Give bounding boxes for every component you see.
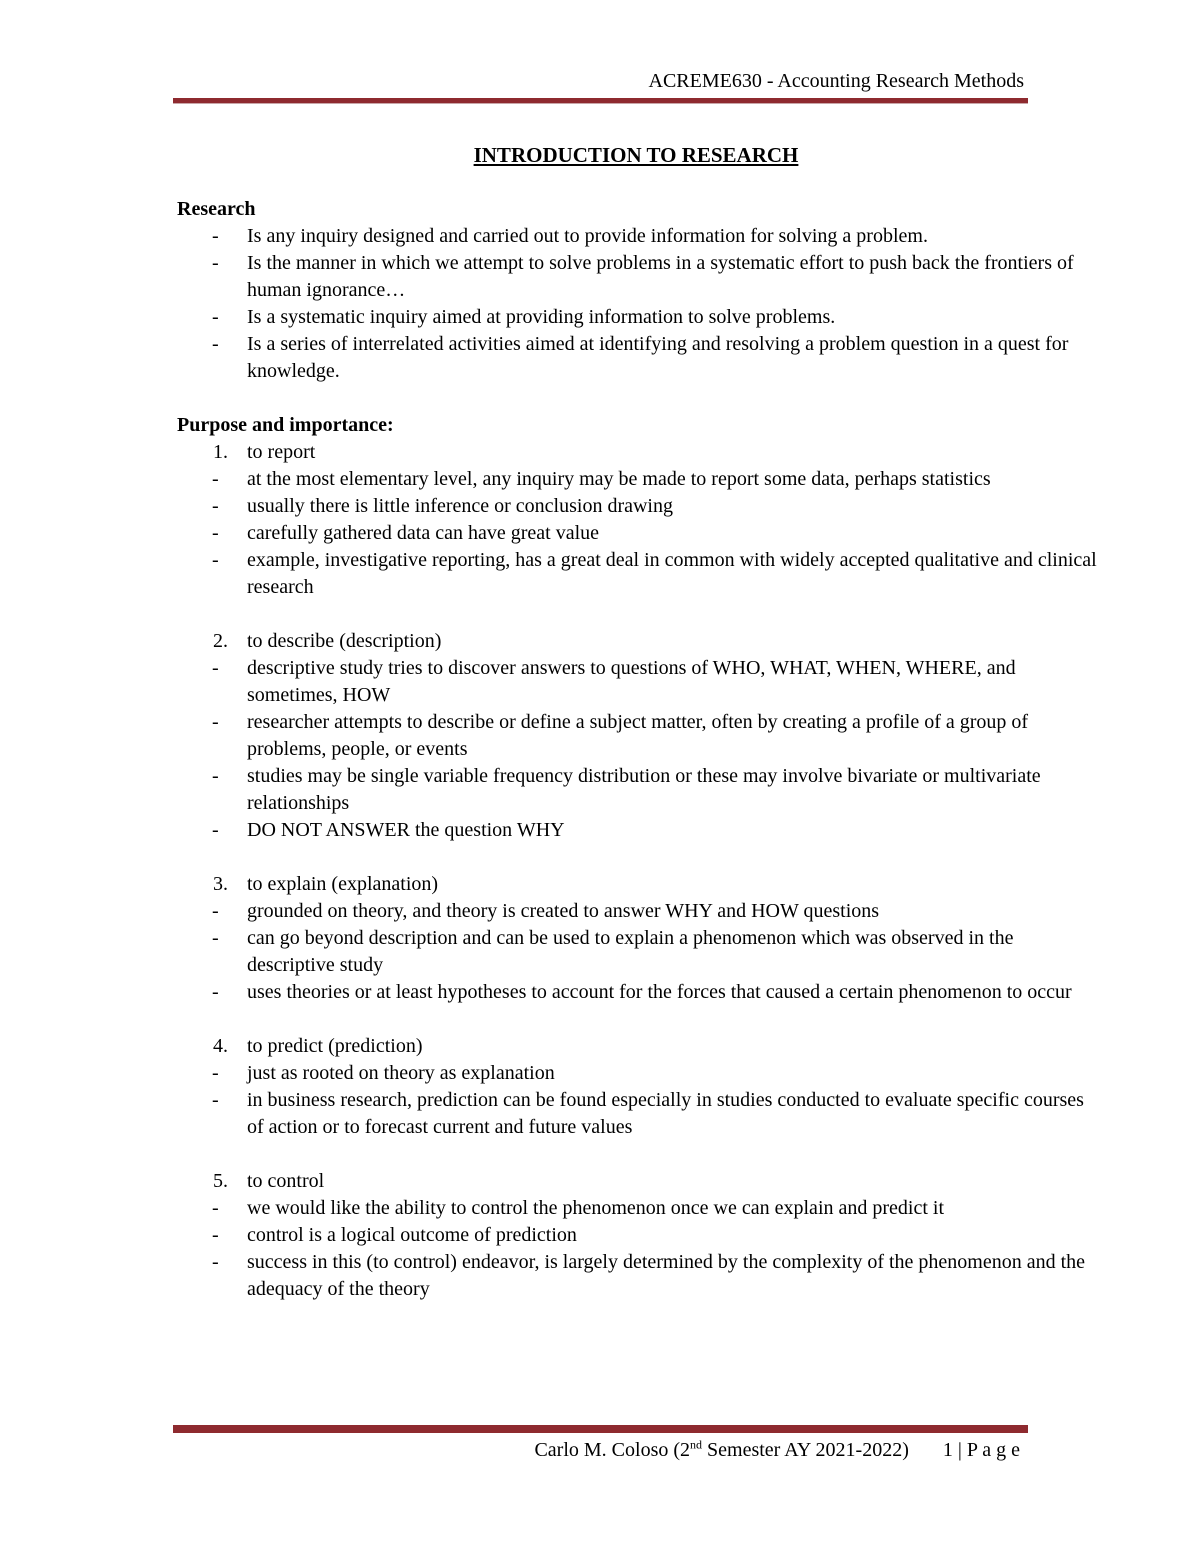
section-title: 1. to report: [213, 441, 316, 463]
list-item: - we would like the ability to control the phenomenon once we can explain and predict it: [177, 1195, 1097, 1222]
list-item: - Is any inquiry designed and carried out to provide information for solving a problem.: [177, 223, 1097, 250]
document-footer: [534, 1437, 1020, 1462]
list-item: - carefully gathered data can have great value: [177, 520, 1097, 547]
footer-rule: [173, 1425, 1028, 1433]
list-item: - in business research, prediction can be found especially in studies conducted to evaluate specific courses of action or to forecast current and future values: [212, 1089, 1084, 1138]
bullet-dash: -: [212, 495, 219, 517]
list-item: - uses theories or at least hypotheses to account for the forces that caused a certain phenomenon to occur: [177, 979, 1097, 1006]
list-item: - usually there is little inference or conclusion drawing: [177, 493, 1097, 520]
bullet-dash: -: [212, 1062, 219, 1084]
list-item: - Is a systematic inquiry aimed at providing information to solve problems.: [177, 304, 1097, 331]
list-item: - just as rooted on theory as explanation: [177, 1060, 1097, 1087]
bullet-dash: -: [212, 1224, 219, 1246]
list-item: - example, investigative reporting, has a great deal in common with widely accepted qualitative and clinical research: [212, 549, 1097, 598]
bullet-dash: -: [212, 468, 219, 490]
list-item: - Is a series of interrelated activities aimed at identifying and resolving a problem question in a quest for knowledge.: [212, 333, 1069, 382]
bullet-dash: -: [212, 1251, 219, 1273]
section-title: 2. to describe (description): [213, 630, 442, 652]
document-header: ACREME630 - Accounting Research Methods: [648, 70, 1024, 92]
bullet-dash: -: [212, 765, 219, 787]
list-item: - descriptive study tries to discover answers to questions of WHO, WHAT, WHEN, WHERE, and sometimes, HOW: [212, 657, 1016, 706]
bullet-dash: -: [212, 1197, 219, 1219]
list-item: - can go beyond description and can be used to explain a phenomenon which was observed in the descriptive study: [212, 927, 1014, 976]
bullet-dash: -: [212, 252, 219, 274]
bullet-dash: -: [212, 1089, 219, 1111]
list-item: - control is a logical outcome of prediction: [177, 1222, 1097, 1249]
research-heading: Research: [177, 198, 256, 220]
footer-author: Carlo M. Coloso (2nd Semester AY 2021-2022): [534, 1437, 909, 1461]
header-rule: [173, 98, 1028, 104]
list-item: - success in this (to control) endeavor, is largely determined by the complexity of the phenomenon and the adequacy of the theory: [212, 1251, 1086, 1300]
bullet-dash: -: [212, 225, 219, 247]
list-item: - DO NOT ANSWER the question WHY: [177, 817, 1097, 844]
section-title: 5. to control: [213, 1170, 325, 1192]
research-list: [177, 223, 1097, 385]
bullet-dash: -: [212, 981, 219, 1003]
bullet-dash: -: [212, 657, 219, 679]
section-title: 4. to predict (prediction): [213, 1035, 423, 1057]
bullet-dash: -: [212, 333, 219, 355]
list-item: - studies may be single variable frequency distribution or these may involve bivariate or multivariate relationships: [212, 765, 1041, 814]
bullet-dash: -: [212, 927, 219, 949]
list-item: - grounded on theory, and theory is created to answer WHY and HOW questions: [177, 898, 1097, 925]
bullet-dash: -: [212, 549, 219, 571]
bullet-dash: -: [212, 819, 219, 841]
bullet-dash: -: [212, 306, 219, 328]
document-body: [177, 196, 1097, 1303]
page-title: INTRODUCTION TO RESEARCH: [473, 143, 799, 167]
bullet-dash: -: [212, 900, 219, 922]
list-item: - at the most elementary level, any inquiry may be made to report some data, perhaps statistics: [177, 466, 1097, 493]
section-title: 3. to explain (explanation): [213, 873, 439, 895]
list-item: - Is the manner in which we attempt to solve problems in a systematic effort to push back the frontiers of human ignorance…: [212, 252, 1074, 301]
page-number: 1 | P a g e: [942, 1438, 1020, 1461]
bullet-dash: -: [212, 522, 219, 544]
purpose-heading: Purpose and importance:: [177, 414, 394, 436]
list-item: - researcher attempts to describe or define a subject matter, often by creating a profile of a group of problems, people, or events: [212, 711, 1029, 760]
bullet-dash: -: [212, 711, 219, 733]
